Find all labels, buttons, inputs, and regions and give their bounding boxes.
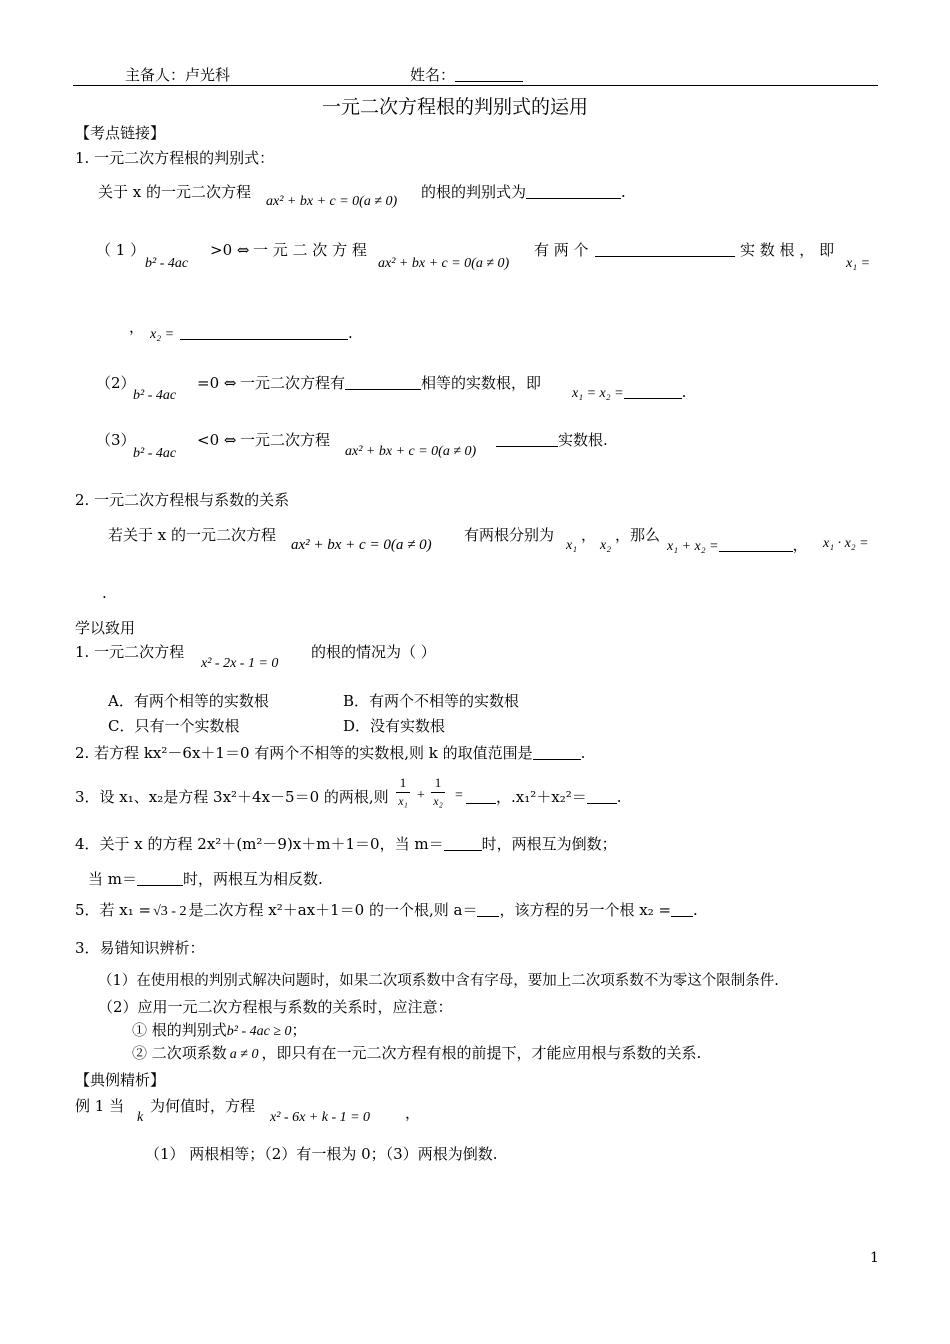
case1-x2: x₂ =	[150, 327, 175, 342]
q3-plus: +	[417, 788, 425, 803]
errors-item2b-post: ，即只有在一元二次方程有根的前提下，才能应用根与系数的关系.	[261, 1044, 702, 1062]
q1-after: 的根的情况为（ ）	[311, 643, 436, 661]
case2-text1	[240, 374, 541, 392]
case1-disc: b² - 4ac	[145, 256, 189, 271]
q4-d: 时，两根互为相反数.	[183, 870, 323, 888]
example1-k: k	[137, 1110, 144, 1125]
relation-sum-blank[interactable]	[719, 537, 793, 552]
q5-value: √3 - 2	[153, 904, 187, 919]
case1-dot: ，	[129, 318, 145, 336]
q3-blank-1[interactable]	[466, 789, 496, 804]
examples-heading: 【典例精析】	[75, 1071, 166, 1089]
errors-item2a-post: ；	[291, 1021, 307, 1039]
q4-line2	[88, 870, 323, 888]
q4-blank-2[interactable]	[137, 871, 183, 886]
q3-fraction-1	[396, 775, 410, 809]
case1-has	[534, 241, 735, 259]
case3-label: （3）	[96, 431, 136, 449]
case3-blank[interactable]	[496, 432, 558, 447]
relation-then: ，那么	[615, 526, 661, 544]
q3-rest	[466, 788, 622, 806]
q3-f2-bar	[431, 792, 445, 793]
q5-line	[75, 901, 698, 921]
q1-text: 1. 一元二次方程	[75, 643, 185, 661]
errors-item2a-eq: b² - 4ac ≥ 0	[226, 1024, 292, 1039]
errors-item2b	[132, 1044, 701, 1064]
page-number: 1	[870, 1250, 879, 1266]
errors-item2b-eq: a ≠ 0	[229, 1047, 259, 1062]
relation-dot: .	[102, 584, 107, 602]
errors-item2a	[132, 1021, 307, 1041]
q5-end: .	[693, 901, 698, 919]
example1-post: ，	[405, 1104, 421, 1122]
name-label-text: 姓名：	[410, 66, 456, 84]
relation-sum: x₁ + x₂ =	[667, 539, 719, 554]
case2-text1-span: 一元二次方程有	[240, 374, 346, 392]
q2-blank[interactable]	[533, 745, 581, 760]
case2-text2: 相等的实数根，即	[421, 374, 542, 392]
case1-blank[interactable]	[595, 242, 735, 257]
relation-product: x₁ · x₂ =	[823, 536, 869, 551]
relation-text: 若关于 x 的一元二次方程	[108, 526, 276, 544]
item-discriminant: 1. 一元二次方程根的判别式：	[75, 149, 275, 167]
about-text: 关于 x 的一元二次方程	[98, 183, 251, 201]
q5-b: 是二次方程 x²＋ax＋1＝0 的一个根,则 a＝	[188, 901, 478, 919]
case3-after-text: 实数根.	[558, 431, 608, 449]
q3-f1-num: 1	[399, 775, 407, 790]
item-vieta: 2. 一元二次方程根与系数的关系	[75, 491, 290, 509]
case2-relation: =0 ⇔	[197, 374, 237, 392]
q5-blank-2[interactable]	[671, 902, 693, 917]
discriminant-blank[interactable]	[526, 184, 621, 199]
case3-text: 一元二次方程	[240, 431, 331, 449]
q4-line1	[75, 835, 617, 853]
q5-a: 5．若 x₁ =	[75, 901, 152, 919]
page-title: 一元二次方程根的判别式的运用	[322, 96, 589, 118]
case1-roots: 实 数 根 ， 即	[740, 241, 835, 259]
case2-disc: b² - 4ac	[133, 388, 177, 403]
name-blank[interactable]	[455, 67, 523, 82]
relation-equation: ax² + bx + c = 0(a ≠ 0)	[291, 537, 432, 553]
case1-x1: x₁ =	[846, 256, 871, 271]
about-equation: ax² + bx + c = 0(a ≠ 0)	[266, 194, 398, 209]
case1-relation: >0 ⇔	[210, 241, 250, 259]
q4-a: 4．关于 x 的方程 2x²＋(m²－9)x＋m＋1＝0，当 m＝	[75, 835, 444, 853]
q2-line	[75, 744, 585, 762]
option-d[interactable]: D．没有实数根	[343, 717, 446, 735]
case2-x-blank[interactable]	[624, 384, 682, 399]
author-label: 主备人：卢光科	[125, 66, 231, 84]
option-c[interactable]: C．只有一个实数根	[108, 717, 240, 735]
errors-item2: （2）应用一元二次方程根与系数的关系时，应注意：	[98, 998, 453, 1016]
option-b[interactable]: B．有两个不相等的实数根	[343, 692, 520, 710]
q4-blank-1[interactable]	[444, 836, 482, 851]
q5-c: ，该方程的另一个根 x₂ =	[499, 901, 672, 919]
case3-equation: ax² + bx + c = 0(a ≠ 0)	[345, 444, 477, 459]
case2-blank[interactable]	[345, 375, 421, 390]
example1-mid: 为何值时，方程	[150, 1097, 256, 1115]
errors-heading: 3．易错知识辨析：	[75, 939, 205, 957]
about-after: 的根的判别式为 .	[421, 183, 626, 201]
q3-b: ，.x₁²＋x₂²＝	[496, 788, 587, 806]
case1-has-text: 有 两 个	[534, 241, 589, 259]
errors-item1: （1）在使用根的判别式解决问题时，如果二次项系数中含有字母，要加上二次项系数不为零这个限制条件.	[98, 973, 779, 989]
case1-label: （ 1 ）	[96, 241, 146, 259]
errors-item2b-pre: ② 二次项系数	[132, 1044, 227, 1062]
relation-has: 有两根分别为	[464, 526, 555, 544]
q4-c: 当 m＝	[88, 870, 137, 888]
errors-item2a-pre: ① 根的判别式	[132, 1021, 227, 1039]
q3-equals: =	[455, 788, 463, 803]
q3-f1-bar	[396, 792, 410, 793]
relation-sum-line: x₁ + x₂ = ，	[667, 536, 808, 554]
q3-f2-num: 1	[434, 775, 442, 790]
relation-x1: x₁	[566, 538, 578, 553]
case3-disc: b² - 4ac	[133, 446, 177, 461]
name-label	[410, 66, 523, 84]
q3-end: .	[616, 788, 622, 806]
q3-text: 3．设 x₁、x₂是方程 3x²＋4x－5＝0 的两根,则	[75, 788, 389, 806]
case2-label: （2）	[96, 374, 136, 392]
q2-end: .	[580, 744, 586, 762]
about-after-text: 的根的判别式为	[421, 183, 527, 201]
q4-b: 时，两根互为倒数；	[481, 835, 617, 853]
q3-fraction-2	[431, 775, 445, 809]
header-divider	[73, 85, 878, 86]
case1-text: 一 元 二 次 方 程	[253, 241, 367, 259]
q2-text: 2. 若方程 kx²－6x＋1＝0 有两个不相等的实数根,则 k 的取值范围是	[75, 744, 533, 762]
case1-equation: ax² + bx + c = 0(a ≠ 0)	[378, 256, 510, 271]
relation-comma: ，	[581, 526, 597, 544]
case3-after	[496, 431, 608, 449]
q1-equation: x² - 2x - 1 = 0	[201, 656, 279, 671]
q3-blank-2[interactable]	[587, 789, 617, 804]
q5-blank-1[interactable]	[477, 902, 499, 917]
option-a[interactable]: A．有两个相等的实数根	[108, 692, 269, 710]
case3-relation: <0 ⇔	[197, 431, 237, 449]
case1-x2-blank[interactable]	[180, 325, 348, 340]
q3-f1-den: x₁	[398, 794, 408, 808]
section-heading-links: 【考点链接】	[75, 124, 166, 142]
example1-parts: （1） 两根相等；（2）有一根为 0；（3）两根为倒数.	[145, 1145, 498, 1163]
q3-f2-den: x₂	[433, 794, 443, 808]
example1-equation: x² - 6x + k - 1 = 0	[270, 1110, 371, 1125]
practice-heading: 学以致用	[75, 619, 136, 637]
case1-x2-line: x₂ = .	[150, 324, 353, 342]
relation-x2: x₂	[600, 538, 612, 553]
case2-x-line: x₁ = x₂ = .	[572, 383, 687, 401]
example1-pre: 例 1 当	[75, 1097, 125, 1115]
case2-x: x₁ = x₂ =	[572, 386, 624, 401]
